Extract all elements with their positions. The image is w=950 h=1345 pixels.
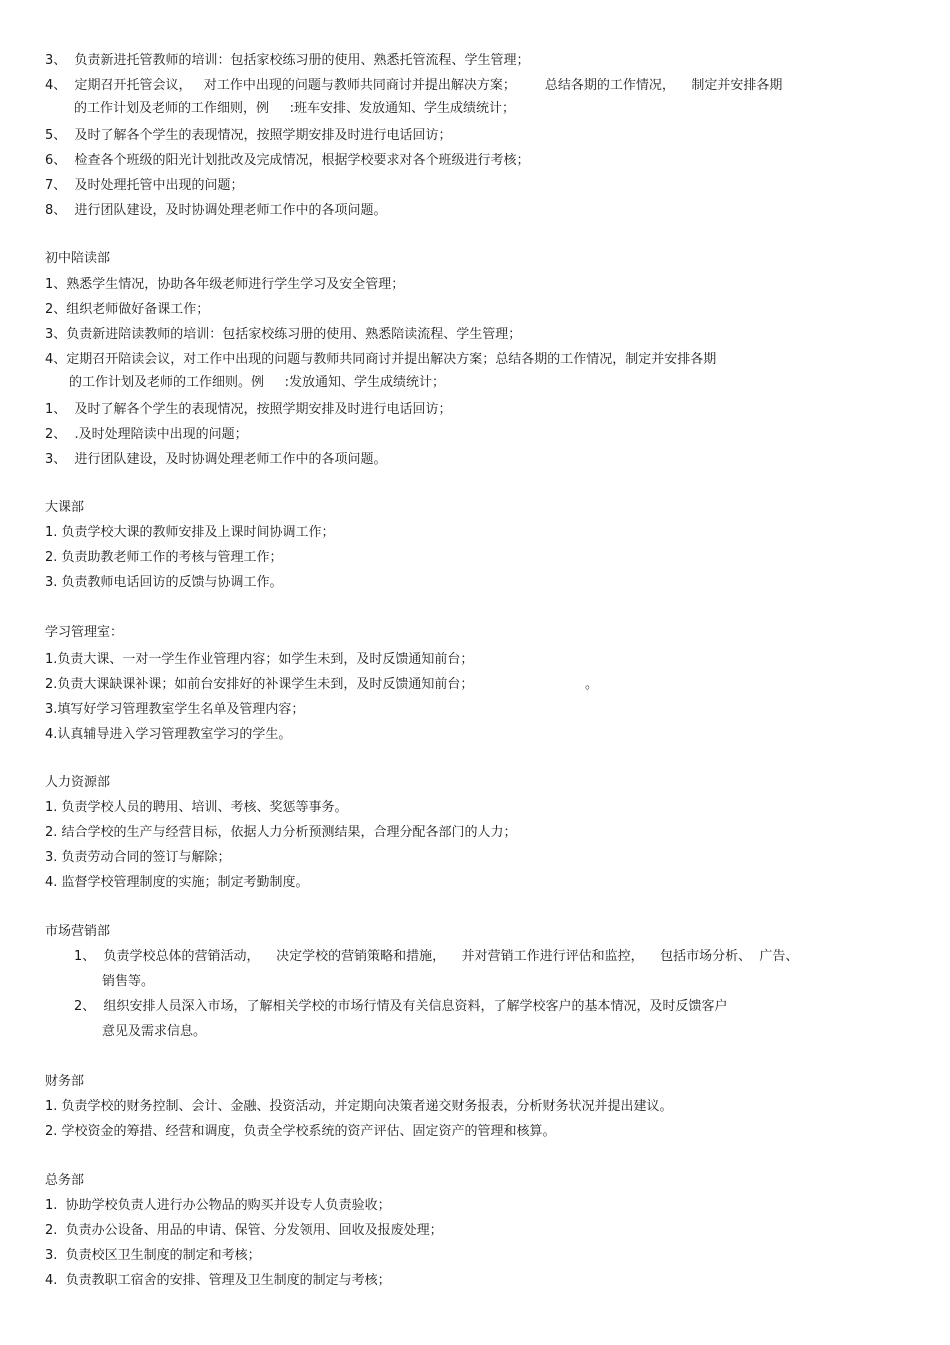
list-item-continuation: 的工作计划及老师的工作细则，例 :班车安排、发放通知、学生成绩统计； <box>74 101 516 116</box>
list-item: 2. 负责助教老师工作的考核与管理工作； <box>45 550 283 565</box>
list-item: 1.负责大课、一对一学生作业管理内容；如学生未到，及时反馈通知前台； <box>45 652 474 667</box>
list-item: 1、 负责学校总体的营销活动， 决定学校的营销策略和措施， 并对营销工作进行评估和监控， 包括市场分析、 广告、 <box>74 949 799 964</box>
list-item-continuation: 销售等。 <box>102 974 155 989</box>
list-item: 1. 负责学校的财务控制、会计、金融、投资活动，并定期向决策者递交财务报表，分析财务状况并提出建议。 <box>45 1099 673 1114</box>
list-item: 4.认真辅导进入学习管理教室学习的学生。 <box>45 727 292 742</box>
section-heading: 市场营销部 <box>45 924 111 939</box>
list-item: 5、 及时了解各个学生的表现情况，按照学期安排及时进行电话回访； <box>45 128 452 143</box>
list-item: 6、 检查各个班级的阳光计划批改及完成情况，根据学校要求对各个班级进行考核； <box>45 153 530 168</box>
section-heading: 人力资源部 <box>45 775 111 790</box>
list-item: 4、定期召开陪读会议，对工作中出现的问题与教师共同商讨并提出解决方案；总结各期的工作情况，制定并安排各期 <box>45 352 717 367</box>
list-item: 2、 组织安排人员深入市场，了解相关学校的市场行情及有关信息资料，了解学校客户的基本情况，及时反馈客户 <box>74 999 728 1014</box>
list-item: 1. 协助学校负责人进行办公物品的购买并设专人负责验收； <box>45 1198 391 1213</box>
list-item: 3、负责新进陪读教师的培训：包括家校练习册的使用、熟悉陪读流程、学生管理； <box>45 327 522 342</box>
list-item: 3、 进行团队建设，及时协调处理老师工作中的各项问题。 <box>45 452 387 467</box>
list-item: 4. 监督学校管理制度的实施；制定考勤制度。 <box>45 875 309 890</box>
list-item: 7、 及时处理托管中出现的问题； <box>45 178 244 193</box>
list-item: 4. 负责教职工宿舍的安排、管理及卫生制度的制定与考核； <box>45 1273 391 1288</box>
list-item: 1、 及时了解各个学生的表现情况，按照学期安排及时进行电话回访； <box>45 402 452 417</box>
section-heading: 学习管理室： <box>45 625 124 640</box>
punctuation-mark: 。 <box>585 677 599 692</box>
list-item: 3. 负责校区卫生制度的制定和考核； <box>45 1248 261 1263</box>
list-item: 8、 进行团队建设，及时协调处理老师工作中的各项问题。 <box>45 203 387 218</box>
list-item: 2. 负责办公设备、用品的申请、保管、分发领用、回收及报废处理； <box>45 1223 443 1238</box>
section-heading: 总务部 <box>45 1173 85 1188</box>
list-item: 2、 .及时处理陪读中出现的问题； <box>45 427 248 442</box>
list-item: 3.填写好学习管理教室学生名单及管理内容； <box>45 702 305 717</box>
section-heading: 初中陪读部 <box>45 251 111 266</box>
list-item: 1. 负责学校大课的教师安排及上课时间协调工作； <box>45 525 335 540</box>
list-item: 4、 定期召开托管会议， 对工作中出现的问题与教师共同商讨并提出解决方案； 总结各期的工作情况， 制定并安排各期 <box>45 78 783 93</box>
list-item: 2. 学校资金的筹措、经营和调度，负责全学校系统的资产评估、固定资产的管理和核算。 <box>45 1124 556 1139</box>
list-item: 2、组织老师做好备课工作； <box>45 302 210 317</box>
list-item: 1. 负责学校人员的聘用、培训、考核、奖惩等事务。 <box>45 800 348 815</box>
list-item: 3. 负责教师电话回访的反馈与协调工作。 <box>45 575 283 590</box>
list-item: 3. 负责劳动合同的签订与解除； <box>45 850 231 865</box>
section-heading: 大课部 <box>45 500 85 515</box>
list-item-continuation: 的工作计划及老师的工作细则。例 :发放通知、学生成绩统计； <box>69 375 446 390</box>
list-item: 2. 结合学校的生产与经营目标，依据人力分析预测结果，合理分配各部门的人力； <box>45 825 517 840</box>
section-heading: 财务部 <box>45 1074 85 1089</box>
list-item: 3、 负责新进托管教师的培训：包括家校练习册的使用、熟悉托管流程、学生管理； <box>45 53 530 68</box>
list-item-continuation: 意见及需求信息。 <box>102 1024 207 1039</box>
list-item: 2.负责大课缺课补课；如前台安排好的补课学生未到，及时反馈通知前台； <box>45 677 474 692</box>
list-item: 1、熟悉学生情况，协助各年级老师进行学生学习及安全管理； <box>45 277 405 292</box>
